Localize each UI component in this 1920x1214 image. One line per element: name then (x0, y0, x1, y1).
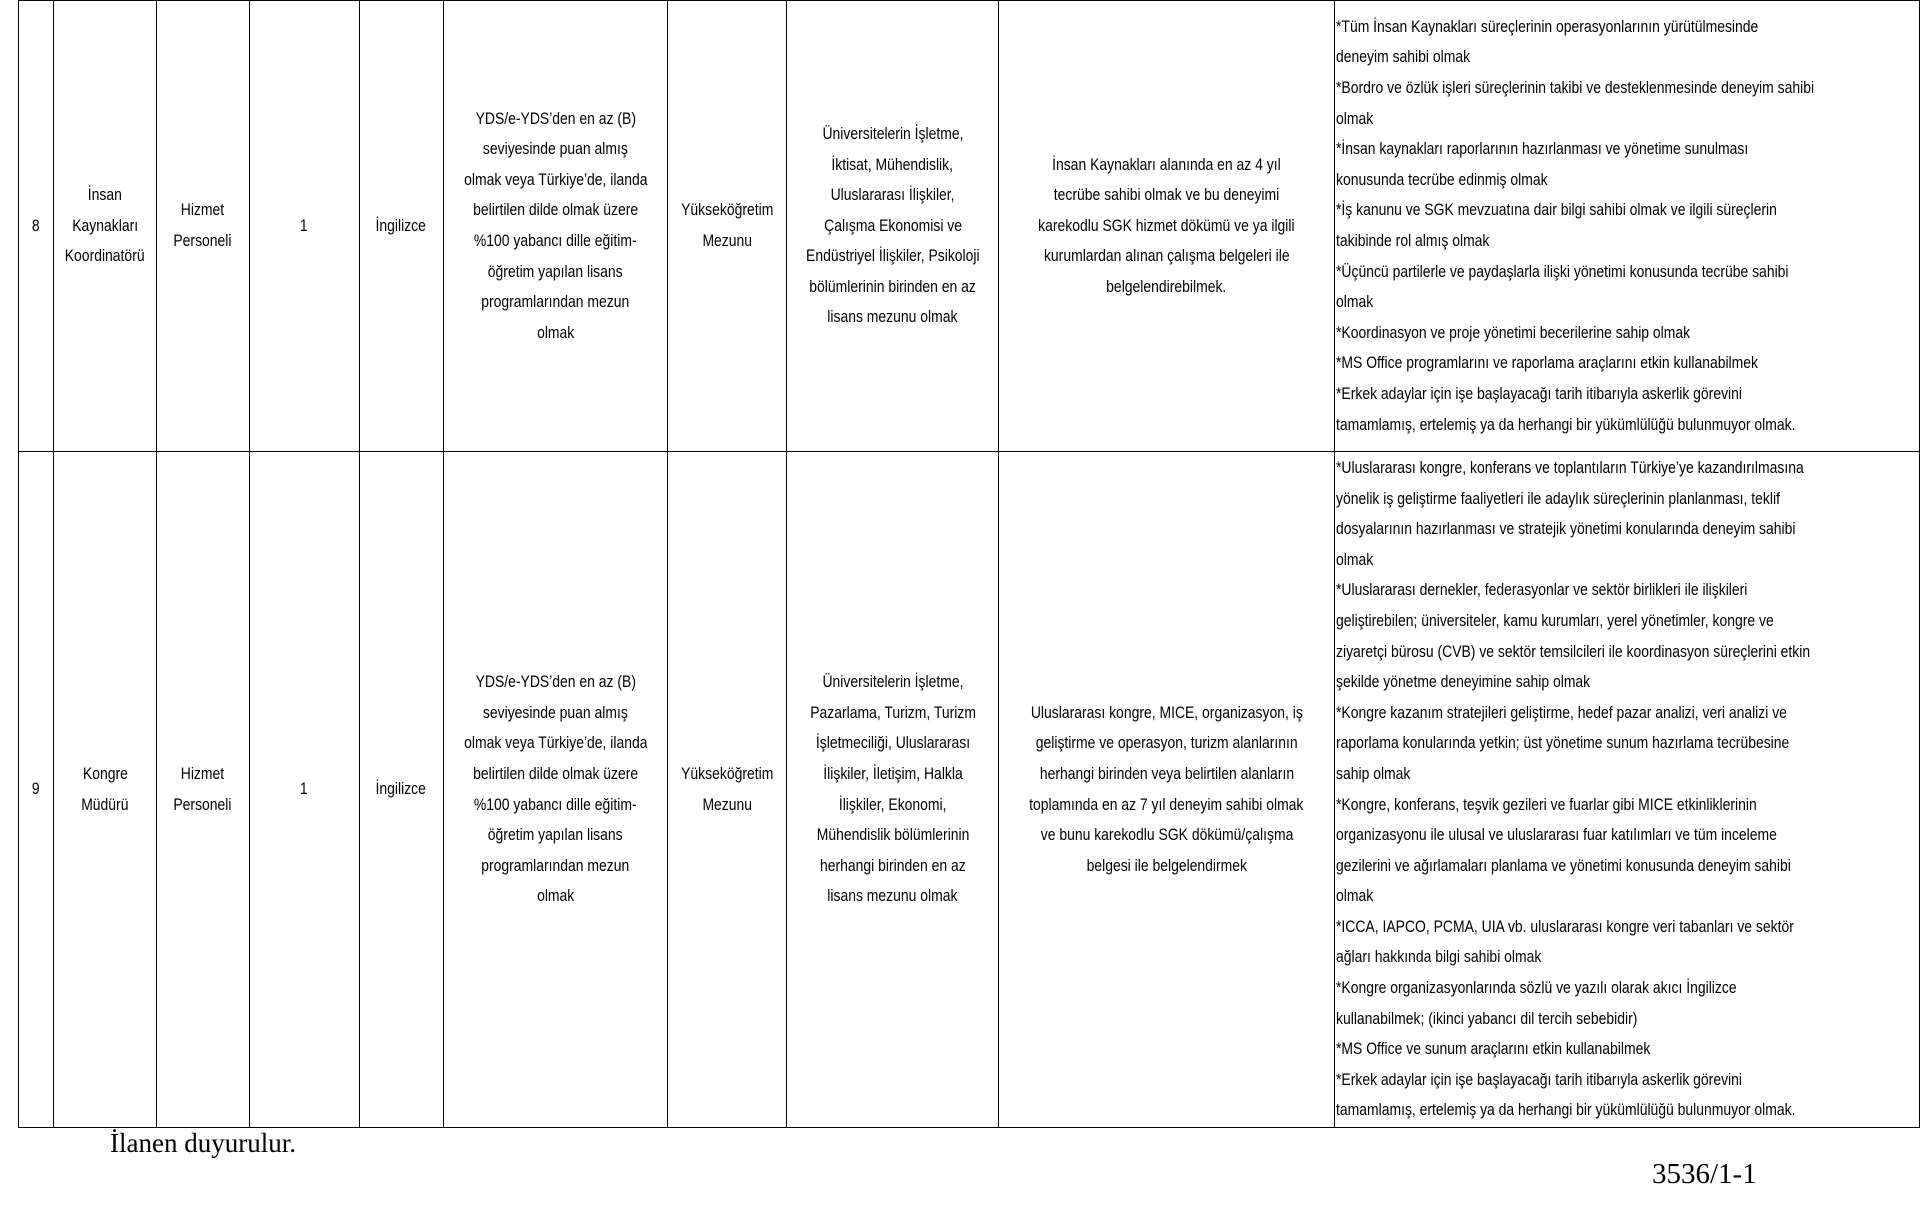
text-line (157, 226, 248, 257)
text-line-content: *Uluslararası kongre, konferans ve toplantıların Türkiye’ye kazandırılmasına (1335, 457, 1804, 477)
text-line (157, 195, 248, 226)
text-line-content: *Erkek adaylar için işe başlayacağı tarih itibarıyla askerlik görevini (1335, 1069, 1742, 1089)
text-line (999, 820, 1334, 851)
text-line (999, 150, 1334, 181)
text-line-content: belirtilen dilde olmak üzere (472, 200, 638, 220)
text-line (360, 774, 443, 805)
cell-language-requirement (443, 452, 668, 1128)
text-line (1335, 973, 1919, 1004)
text-line-content: konusunda tecrübe edinmiş olmak (1335, 169, 1548, 189)
text-line (787, 272, 999, 303)
text-line-content: *Uluslararası dernekler, federasyonlar ve sektör birlikleri ile ilişkileri (1335, 580, 1748, 600)
text-line-content: Kongre (82, 763, 128, 783)
text-line (999, 241, 1334, 272)
text-line-content: tecrübe sahibi olmak ve bu deneyimi (1053, 185, 1280, 205)
text-line (444, 318, 668, 349)
text-line (999, 698, 1334, 729)
text-line (444, 287, 668, 318)
text-line (1335, 606, 1919, 637)
text-line (1335, 453, 1919, 484)
text-line (999, 759, 1334, 790)
text-line (444, 728, 668, 759)
cell-staff-type (157, 452, 249, 1128)
text-line-content: olmak (1335, 886, 1374, 906)
text-line (1335, 257, 1919, 288)
text-line-content: ziyaretçi bürosu (CVB) ve sektör temsilcileri ile koordinasyon süreçlerini etkin (1335, 641, 1811, 661)
text-line (444, 667, 668, 698)
text-line-content: takibinde rol almış olmak (1335, 231, 1490, 250)
text-line-content: olmak (1335, 292, 1374, 312)
text-line (250, 774, 359, 805)
text-line-content: Mezunu (702, 231, 752, 250)
table-row (19, 452, 1920, 1128)
cell-no (19, 1, 54, 452)
text-line (19, 211, 53, 242)
text-line-content: İngilizce (375, 215, 427, 235)
text-line-content: tamamlamış, ertelemiş ya da herhangi bir yükümlülüğü bulunmuyor olmak. (1335, 414, 1796, 434)
text-line (1335, 942, 1919, 973)
text-line-content: Uluslararası kongre, MICE, organizasyon, iş (1030, 702, 1303, 722)
text-line (999, 728, 1334, 759)
text-line-content: seviyesinde puan almış (482, 702, 628, 722)
text-line-content: İngilizce (375, 779, 427, 799)
text-line (787, 119, 999, 150)
text-line (444, 226, 668, 257)
text-line-content: 1 (300, 215, 308, 235)
text-line (1335, 12, 1919, 43)
text-line-content: seviyesinde puan almış (482, 139, 628, 159)
job-listing-table (18, 0, 1920, 1128)
cell-language (359, 1, 443, 452)
text-line (444, 257, 668, 288)
text-line (787, 302, 999, 333)
text-line-content: *İnsan kaynakları raporlarının hazırlanması ve yönetime sunulması (1335, 139, 1749, 159)
text-line (1335, 484, 1919, 515)
text-line-content: tamamlamış, ertelemiş ya da herhangi bir yükümlülüğü bulunmuyor olmak. (1335, 1100, 1796, 1120)
text-line (1335, 318, 1919, 349)
text-line (787, 851, 999, 882)
text-line-content: YDS/e-YDS’den en az (B) (475, 108, 636, 128)
cell-requirements (1334, 1, 1919, 452)
text-line (1335, 698, 1919, 729)
text-line-content: YDS/e-YDS’den en az (B) (475, 672, 636, 692)
cell-count (249, 1, 359, 452)
text-line (1335, 820, 1919, 851)
text-line-content: şekilde yönetme deneyimine sahip olmak (1335, 672, 1591, 692)
text-line (444, 759, 668, 790)
cell-language-requirement (443, 1, 668, 452)
text-line (157, 759, 248, 790)
text-line-content: sahip olmak (1335, 763, 1411, 783)
text-line-content: *İş kanunu ve SGK mevzuatına dair bilgi sahibi olmak ve ilgili süreçlerin (1335, 200, 1777, 220)
cell-departments (786, 452, 999, 1128)
text-line-content: İnsan Kaynakları alanında en az 4 yıl (1052, 154, 1281, 174)
text-line-content: *Tüm İnsan Kaynakları süreçlerinin operasyonlarının yürütülmesinde (1335, 16, 1759, 36)
text-line (668, 790, 786, 821)
text-line-content: toplamında en az 7 yıl deneyim sahibi olmak (1029, 794, 1304, 814)
text-line-content: Endüstriyel İlişkiler, Psikoloji (805, 246, 980, 266)
text-line-content: deneyim sahibi olmak (1335, 47, 1470, 67)
text-line (1335, 1034, 1919, 1065)
text-line-content: Üniversitelerin İşletme, (822, 123, 964, 143)
text-line (54, 790, 157, 821)
text-line-content: *MS Office programlarını ve raporlama araçlarını etkin kullanabilmek (1335, 353, 1758, 373)
text-line (444, 165, 668, 196)
text-line-content: olmak veya Türkiye’de, ilanda (463, 733, 648, 753)
cell-experience (999, 452, 1335, 1128)
text-line (1335, 1095, 1919, 1126)
cell-experience (999, 1, 1335, 452)
text-line (54, 759, 157, 790)
text-line-content: Personeli (173, 231, 232, 250)
text-line-content: Koordinatörü (65, 246, 145, 266)
text-line (1335, 165, 1919, 196)
text-line (54, 211, 157, 242)
text-line-content: Kaynakları (72, 215, 139, 235)
text-line-content: olmak (536, 886, 575, 906)
text-line (1335, 851, 1919, 882)
text-line (999, 211, 1334, 242)
cell-title (53, 452, 157, 1128)
text-line (157, 790, 248, 821)
text-line-content: *ICCA, IAPCO, PCMA, UIA vb. uluslararası kongre veri tabanları ve sektör (1335, 916, 1794, 936)
cell-count (249, 452, 359, 1128)
text-line-content: belirtilen dilde olmak üzere (472, 763, 638, 783)
cell-departments (786, 1, 999, 452)
text-line-content: *Kongre kazanım stratejileri geliştirme, hedef pazar analizi, veri analizi ve (1335, 702, 1787, 722)
text-line (668, 759, 786, 790)
text-line (1335, 104, 1919, 135)
text-line (444, 790, 668, 821)
text-line (444, 820, 668, 851)
text-line-content: geliştirme ve operasyon, turizm alanlarının (1035, 733, 1298, 753)
text-line (54, 241, 157, 272)
text-line (787, 180, 999, 211)
text-line-content: belgesi ile belgelendirmek (1086, 855, 1247, 875)
cell-title (53, 1, 157, 452)
text-line-content: 9 (32, 779, 40, 799)
text-line (787, 698, 999, 729)
text-line (1335, 42, 1919, 73)
text-line-content: organizasyonu ile ulusal ve uluslararası fuar katılımları ve tüm inceleme (1335, 825, 1777, 845)
text-line (444, 698, 668, 729)
text-line-content: lisans mezunu olmak (827, 307, 958, 327)
text-line (787, 667, 999, 698)
text-line-content: *Kongre, konferans, teşvik gezileri ve fuarlar gibi MICE etkinliklerinin (1335, 794, 1757, 814)
text-line-content: bölümlerinin birinden en az (809, 276, 976, 296)
text-line (1335, 195, 1919, 226)
text-line-content: Müdürü (81, 794, 129, 814)
text-line-content: Uluslararası İlişkiler, (830, 185, 955, 205)
text-line-content: kullanabilmek; (ikinci yabancı dil tercih sebebidir) (1335, 1008, 1638, 1028)
text-line (1335, 667, 1919, 698)
text-line-content: İlişkiler, İletişim, Halkla (822, 763, 963, 783)
text-line-content: İktisat, Mühendislik, (831, 154, 954, 174)
cell-staff-type (157, 1, 249, 452)
text-line-content: olmak (1335, 549, 1374, 569)
text-line (444, 134, 668, 165)
text-line-content: dosyalarının hazırlanması ve stratejik yönetimi konularında deneyim sahibi (1335, 519, 1796, 539)
text-line (787, 241, 999, 272)
text-line-content: Çalışma Ekonomisi ve (823, 215, 962, 235)
text-line-content: *Üçüncü partilerle ve paydaşlarla ilişki yönetimi konusunda tecrübe sahibi (1335, 261, 1789, 281)
cell-education (668, 1, 787, 452)
text-line-content: *Bordro ve özlük işleri süreçlerinin takibi ve desteklenmesinde deneyim sahibi (1335, 78, 1815, 98)
text-line-content: gezilerini ve ağırlamaları planlama ve yönetimi konusunda deneyim sahibi (1335, 855, 1791, 875)
text-line-content: programlarından mezun (481, 292, 630, 312)
text-line (1335, 379, 1919, 410)
cell-education (668, 452, 787, 1128)
text-line (999, 851, 1334, 882)
text-line-content: 8 (32, 215, 40, 235)
text-line (1335, 1065, 1919, 1096)
text-line-content: Yükseköğretim (680, 200, 774, 220)
text-line-content: ağları hakkında bilgi sahibi olmak (1335, 947, 1542, 967)
text-line (1335, 1004, 1919, 1035)
text-line (1335, 226, 1919, 257)
text-line (668, 226, 786, 257)
text-line-content: geliştirebilen; üniversiteler, kamu kurumları, yerel yönetimler, kongre ve (1335, 610, 1774, 630)
text-line-content: olmak (1335, 108, 1374, 128)
text-line-content: Üniversitelerin İşletme, (822, 672, 964, 692)
text-line-content: 1 (300, 779, 308, 799)
text-line-content: Pazarlama, Turizm, Turizm (809, 702, 976, 722)
text-line (668, 195, 786, 226)
text-line-content: *Koordinasyon ve proje yönetimi becerilerine sahip olmak (1335, 322, 1691, 342)
text-line (1335, 790, 1919, 821)
text-line (444, 104, 668, 135)
text-line (787, 820, 999, 851)
text-line-content: Mezunu (702, 794, 752, 814)
text-line (360, 211, 443, 242)
text-line-content: Yükseköğretim (680, 763, 774, 783)
text-line (787, 759, 999, 790)
text-line-content: Mühendislik bölümlerinin (816, 825, 969, 845)
text-line (1335, 514, 1919, 545)
text-line-content: karekodlu SGK hizmet dökümü ve ya ilgili (1038, 215, 1295, 235)
reference-number: 3536/1-1 (1652, 1158, 1757, 1190)
text-line-content: Personeli (173, 794, 232, 814)
text-line (444, 881, 668, 912)
text-line (1335, 134, 1919, 165)
text-line-content: öğretim yapılan lisans (488, 261, 623, 281)
table-row (19, 1, 1920, 452)
text-line-content: herhangi birinden en az (819, 855, 966, 875)
text-line-content: belgelendirebilmek. (1106, 276, 1227, 296)
text-line (19, 774, 53, 805)
text-line-content: İnsan (88, 185, 123, 205)
text-line (999, 272, 1334, 303)
text-line (999, 790, 1334, 821)
text-line-content: ve bunu karekodlu SGK dökümü/çalışma (1040, 825, 1293, 845)
text-line (787, 211, 999, 242)
text-line (1335, 287, 1919, 318)
text-line-content: olmak veya Türkiye’de, ilanda (463, 169, 648, 189)
text-line-content: Hizmet (181, 200, 225, 220)
text-line (1335, 348, 1919, 379)
text-line (1335, 73, 1919, 104)
cell-language (359, 452, 443, 1128)
cell-no (19, 452, 54, 1128)
text-line (54, 180, 157, 211)
text-line (787, 881, 999, 912)
text-line-content: lisans mezunu olmak (827, 886, 958, 906)
text-line-content: %100 yabancı dille eğitim- (474, 794, 637, 814)
text-line-content: kurumlardan alınan çalışma belgeleri ile (1043, 246, 1290, 266)
text-line-content: Hizmet (181, 763, 225, 783)
text-line (1335, 545, 1919, 576)
text-line-content: yönelik iş geliştirme faaliyetleri ile adaylık süreçlerinin planlanması, teklif (1335, 488, 1780, 508)
text-line (787, 150, 999, 181)
text-line-content: İlişkiler, Ekonomi, (838, 794, 947, 814)
text-line-content: *Erkek adaylar için işe başlayacağı tarih itibarıyla askerlik görevini (1335, 383, 1742, 403)
text-line (1335, 881, 1919, 912)
text-line-content: olmak (536, 322, 575, 342)
text-line-content: herhangi birinden veya belirtilen alanların (1039, 763, 1294, 783)
announcement-text: İlanen duyurulur. (110, 1128, 296, 1158)
text-line (1335, 912, 1919, 943)
text-line (250, 211, 359, 242)
text-line (1335, 759, 1919, 790)
text-line (1335, 575, 1919, 606)
text-line (999, 180, 1334, 211)
text-line-content: %100 yabancı dille eğitim- (474, 231, 637, 250)
text-line (1335, 637, 1919, 668)
text-line (444, 195, 668, 226)
text-line (1335, 728, 1919, 759)
cell-requirements (1334, 452, 1919, 1128)
text-line-content: raporlama konularında yetkin; üst yönetime sunum hazırlama tecrübesine (1335, 733, 1790, 753)
text-line-content: programlarından mezun (481, 855, 630, 875)
text-line-content: İşletmeciliği, Uluslararası (815, 733, 970, 753)
text-line-content: *Kongre organizasyonlarında sözlü ve yazılı olarak akıcı İngilizce (1335, 978, 1737, 998)
text-line-content: *MS Office ve sunum araçlarını etkin kullanabilmek (1335, 1039, 1651, 1059)
text-line (444, 851, 668, 882)
text-line-content: öğretim yapılan lisans (488, 825, 623, 845)
text-line (1335, 410, 1919, 441)
text-line (787, 728, 999, 759)
text-line (787, 790, 999, 821)
